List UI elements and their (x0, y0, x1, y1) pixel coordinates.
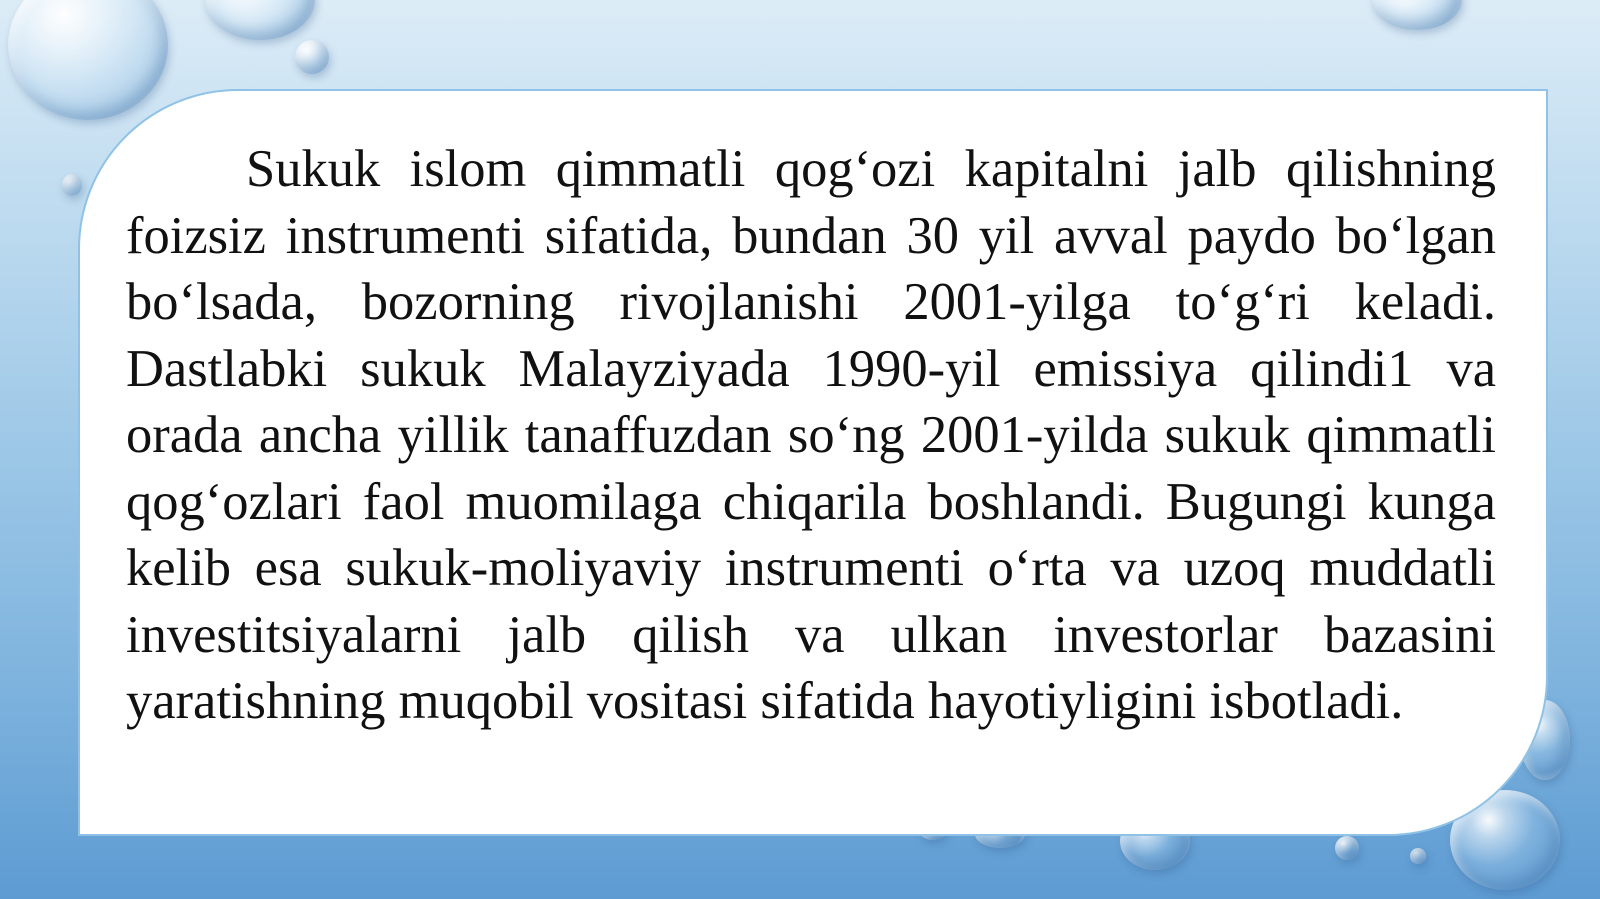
water-drop-decoration (8, 0, 168, 120)
water-drop-decoration (205, 0, 315, 40)
water-drop-decoration (1372, 0, 1462, 30)
water-drop-decoration (62, 174, 82, 196)
body-paragraph: Sukuk islom qimmatli qog‘ozi kapitalni jalb qilishning foizsiz instrumenti sifatida, bundan 30 yil avval paydo bo‘lgan bo‘lsada, bozorning rivojlanishi 2001-yilga to‘g‘ri keladi. Dastlabki sukuk Malayziyada 1990-yil emissiya qilindi1 va orada ancha yillik tanaffuzdan so‘ng 2001-yilda sukuk qimmatli qog‘ozlari faol muomilaga chiqarila boshlandi. Bugungi kunga kelib esa sukuk-moliyaviy instrumenti o‘rta va uzoq muddatli investitsiyalarni jalb qilish va ulkan investorlar bazasini yaratishning muqobil vositasi sifatida hayotiyligini isbotladi. (126, 140, 1496, 730)
water-drop-decoration (295, 40, 329, 74)
water-drop-decoration (1410, 848, 1426, 864)
water-drop-decoration (1335, 836, 1359, 860)
